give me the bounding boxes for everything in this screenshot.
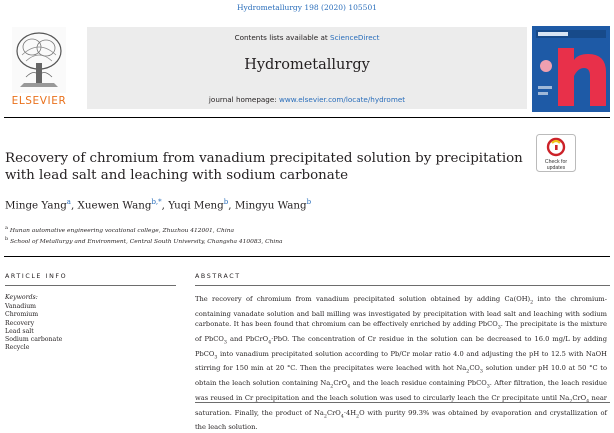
subscript: 2 bbox=[356, 413, 360, 419]
abstract-text-run: CrO bbox=[333, 379, 348, 388]
elsevier-tree-icon bbox=[12, 27, 66, 93]
keyword-item: Recycle bbox=[5, 344, 30, 352]
author-name[interactable]: Xuewen Wang bbox=[77, 199, 152, 212]
contents-prefix: Contents lists available at bbox=[234, 33, 331, 42]
subscript: 2 bbox=[323, 413, 327, 419]
abstract-text-run: near saturation. Finally, the product of Na bbox=[195, 393, 607, 417]
abstract-bottom-rule bbox=[195, 402, 610, 403]
author-affiliation-mark[interactable]: b bbox=[223, 198, 229, 206]
subscript: 2 bbox=[330, 384, 334, 390]
abstract-text-run: O with purity 99.3% was obtained by evaporation and crystallization of the leach solution. bbox=[195, 408, 607, 432]
abstract-text-run: solution under pH 10.0 at 50 °C to obtain the leach solution containing Na bbox=[195, 364, 607, 388]
author-affiliation-mark[interactable]: b,* bbox=[151, 198, 162, 206]
elsevier-logo[interactable] bbox=[4, 27, 74, 109]
journal-title: Hydrometallurgy bbox=[244, 57, 370, 73]
keyword-item: Lead salt bbox=[5, 327, 34, 335]
abstract-body bbox=[195, 294, 607, 433]
subscript: 3 bbox=[486, 384, 490, 390]
keywords-label: Keywords: bbox=[5, 294, 38, 301]
abstract-text-run: ·4H bbox=[343, 408, 357, 417]
abstract-text-run: The recovery of chromium from vanadium precipitated solution obtained by adding Ca(OH) bbox=[195, 295, 531, 303]
publisher-name: ELSEVIER bbox=[11, 95, 67, 107]
keyword-item: Vanadium bbox=[5, 303, 37, 310]
subscript: 3 bbox=[497, 325, 501, 331]
subscript: 2 bbox=[466, 369, 470, 375]
journal-masthead bbox=[87, 27, 527, 109]
homepage-line bbox=[87, 95, 527, 104]
check-badge-line2: updates bbox=[546, 165, 566, 171]
journal-reference[interactable]: Hydrometallurgy 198 (2020) 105501 bbox=[236, 3, 377, 12]
subscript: 3 bbox=[214, 354, 218, 360]
abstract-text-run: into the chromium-containing vanadate solution and ball milling was investigated by precipitation with lead salt and leaching with sodium carbonate. It has been found that chromium can be effectively enriched by adding PbCO bbox=[195, 295, 607, 329]
author-list: Minge Yang$^a$, Xuewen Wang$^{b,*}$, Yuqi Meng$^b$, Mingyu Wang$^b$ bbox=[5, 198, 312, 212]
keyword-item: Chromium bbox=[5, 311, 39, 319]
journal-homepage-link[interactable]: www.elsevier.com/locate/hydromet bbox=[278, 95, 406, 104]
abstract-rule bbox=[195, 285, 610, 286]
affiliation-text: Hunan automative engineering vocational college, Zhuzhou 412001, China bbox=[9, 227, 235, 234]
article-title: Recovery of chromium from vanadium precipitated solution by precipitation with lead salt and leaching with sodium carbonate bbox=[5, 151, 523, 183]
author-name[interactable]: Mingyu Wang bbox=[234, 199, 307, 212]
abstract-text-run: and PbCrO bbox=[226, 334, 269, 343]
abstract-text-run: and the leach residue containing PbCO bbox=[350, 379, 487, 388]
keywords-list bbox=[5, 303, 62, 353]
author-name[interactable]: Yuqi Meng bbox=[168, 199, 224, 212]
abstract-text-run: . The precipitate is the mixture of PbCO bbox=[195, 320, 607, 343]
abstract-text-run: CrO bbox=[572, 393, 587, 402]
subscript: 3 bbox=[479, 369, 483, 375]
article-info-heading: ARTICLE INFO bbox=[5, 273, 68, 280]
subscript: 3 bbox=[223, 340, 227, 346]
abstract-text-run: CrO bbox=[326, 408, 341, 417]
abstract-text-run: ·PbO. The concentration of Cr residue in the solution can be decreased to 16.0 mg/L by adding PbCO bbox=[195, 334, 608, 358]
abstract-text-run: into vanadium precipitated solution according to Pb/Cr molar ratio 4.0 and adjusting the pH to 12.5 with NaOH stirring for 150 min at 20 °C. Then the precipitates were leached with hot Na bbox=[195, 349, 607, 373]
sciencedirect-link[interactable]: ScienceDirect bbox=[330, 33, 380, 42]
keyword-item: Recovery bbox=[5, 319, 35, 327]
affiliation-mark: b bbox=[5, 236, 9, 242]
check-for-updates-icon[interactable] bbox=[536, 134, 576, 172]
subscript: 4 bbox=[268, 340, 272, 346]
journal-cover-icon[interactable] bbox=[532, 26, 610, 112]
affiliation bbox=[5, 236, 283, 245]
check-badge-line1: Check for bbox=[544, 159, 568, 165]
homepage-prefix: journal homepage: bbox=[208, 95, 279, 104]
author-affiliation-mark[interactable]: b bbox=[306, 198, 312, 206]
subscript: 4 bbox=[347, 384, 351, 390]
author-name[interactable]: Minge Yang bbox=[5, 199, 67, 212]
affiliation bbox=[5, 225, 234, 234]
contents-line bbox=[87, 33, 527, 42]
abstract-text-run: CO bbox=[469, 364, 480, 373]
affiliation-mark: a bbox=[5, 225, 8, 231]
abstract-heading: ABSTRACT bbox=[195, 273, 241, 280]
author-affiliation-mark[interactable]: a bbox=[66, 198, 71, 206]
affiliation-text: School of Metallurgy and Environment, Central South University, Changsha 410083, China bbox=[10, 238, 283, 245]
keyword-item: Sodium carbonate bbox=[5, 336, 63, 344]
section-divider bbox=[4, 256, 610, 257]
subscript: 2 bbox=[530, 300, 534, 306]
abstract-text-run: . After filtration, the leach residue was reused in Cr precipitation and the leach solution was used to circularly leach the Cr precipitate until Na bbox=[195, 379, 607, 402]
article-info-rule bbox=[5, 285, 176, 286]
header-divider bbox=[4, 117, 610, 118]
subscript: 4 bbox=[340, 413, 344, 419]
